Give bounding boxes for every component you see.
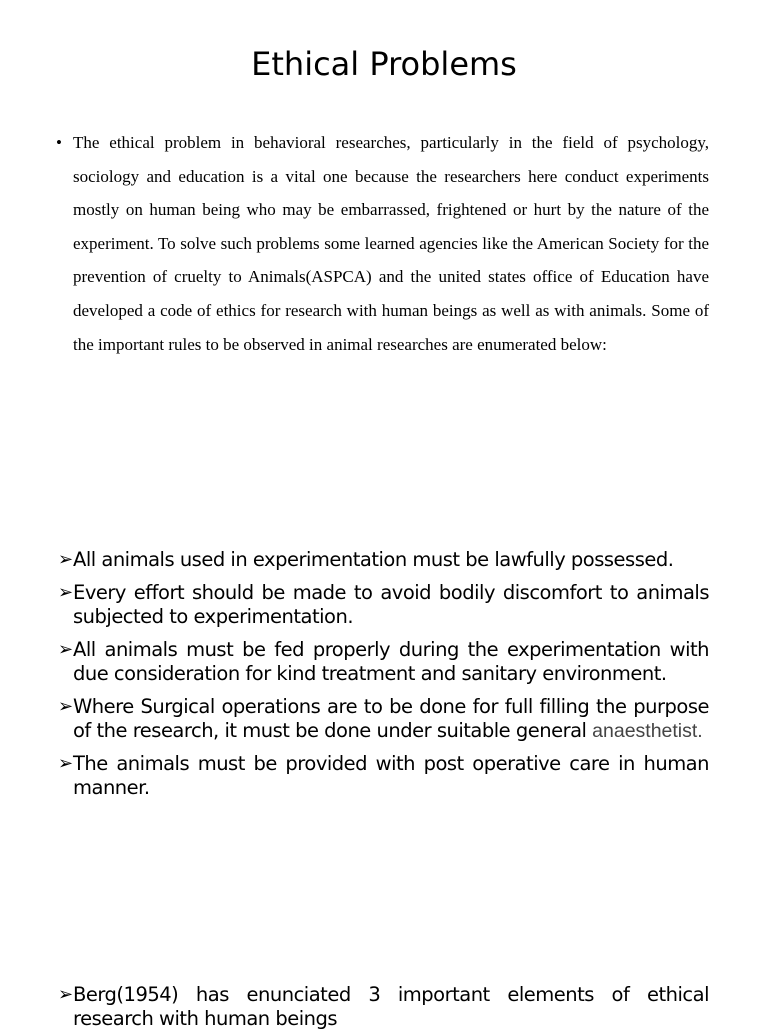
rule-item (58, 581, 709, 629)
rule-text: All animals must be fed properly during the experimentation with due consideration for kind treatment and sanitary environment. (73, 638, 709, 685)
intro-paragraph (56, 126, 709, 361)
rule-item (58, 548, 709, 572)
bullet-icon: • (56, 133, 62, 152)
berg-text: Berg(1954) has enunciated 3 important elements of ethical research with human beings (73, 983, 709, 1030)
arrow-bullet-icon: ➢ (58, 984, 73, 1005)
rule-text: Where Surgical operations are to be done for full filling the purpose of the research, it must be done under suitable general (73, 695, 709, 742)
page-title: Ethical Problems (251, 45, 517, 83)
arrow-bullet-icon: ➢ (58, 696, 73, 717)
rule-item (58, 695, 709, 743)
rule-item (58, 752, 709, 800)
rule-text: All animals used in experimentation must be lawfully possessed. (73, 548, 674, 571)
arrow-bullet-icon: ➢ (58, 549, 73, 570)
animal-rules-list (58, 548, 709, 809)
rule-text: The animals must be provided with post operative care in human manner. (73, 752, 709, 799)
arrow-bullet-icon: ➢ (58, 753, 73, 774)
rule-text: Every effort should be made to avoid bodily discomfort to animals subjected to experimentation. (73, 581, 709, 628)
rule-text-tail: anaesthetist. (592, 720, 703, 742)
arrow-bullet-icon: ➢ (58, 582, 73, 603)
rule-item (58, 638, 709, 686)
arrow-bullet-icon: ➢ (58, 639, 73, 660)
intro-text: The ethical problem in behavioral researches, particularly in the field of psychology, sociology and education is a vital one because the researchers here conduct experiments mostly on human being who may be embarrassed, frightened or hurt by the nature of the experiment. To solve such problems some learned agencies like the American Society for the prevention of cruelty to Animals(ASPCA) and the united states office of Education have developed a code of ethics for research with human beings as well as with animals. Some of the important rules to be observed in animal researches are enumerated below: (73, 133, 709, 354)
